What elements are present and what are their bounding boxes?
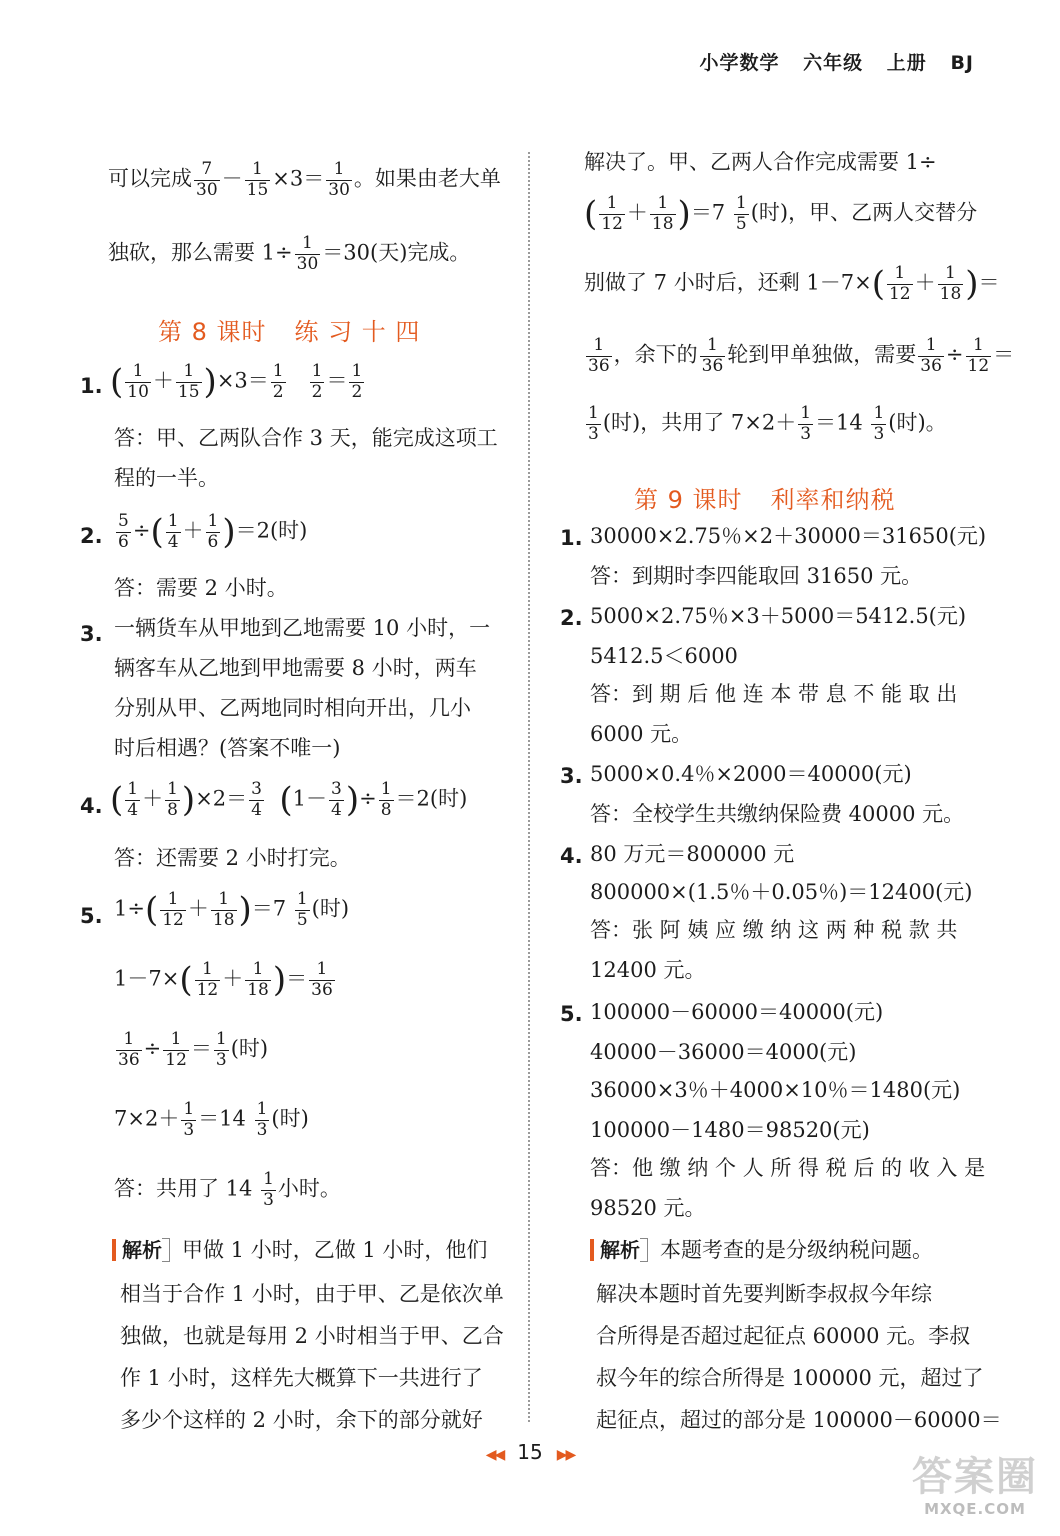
r-q5-line-5: 答：他 缴 纳 个 人 所 得 税 后 的 收 入 是	[590, 1156, 986, 1180]
question-number: 1.	[560, 526, 583, 550]
analysis-line-2: 相当于合作 1 小时，由于甲、乙是依次单	[120, 1282, 504, 1306]
right-cont-line-5: $\frac{1}{3}$ (时)，共用了 7×2＋ $\frac{1}{3}$ ＝14 $\frac{1}{3}$ (时)。	[588, 403, 947, 444]
right-cont-line-2: ( $\frac{1}{12}$ ＋ $\frac{1}{18}$ )＝7 $\frac{1}{5}$ (时)，甲、乙两人交替分	[584, 193, 978, 235]
question-number: 2.	[80, 524, 103, 548]
analysis-line-4: 作 1 小时，这样先大概算下一共进行了	[120, 1366, 483, 1390]
header-subject: 小学数学	[699, 52, 780, 74]
header-grade: 六年级	[803, 52, 864, 74]
r-analysis-line-1: 解析 本题考查的是分级纳税问题。	[590, 1236, 933, 1265]
r-q1-line-1: 30000×2.75％×2＋30000＝31650(元)	[590, 524, 987, 548]
r-analysis-line-5: 起征点，超过的部分是 100000－60000＝	[596, 1408, 1002, 1432]
analysis-line-5: 多少个这样的 2 小时，余下的部分就好	[120, 1408, 483, 1432]
q4-equation: ( $\frac{1}{4}$ ＋ $\frac{1}{8}$ )×2＝ $\frac{3}{4}$ (1－ $\frac{3}{4}$ )÷ $\frac{1}{8}$ ＝2(时)	[110, 779, 468, 821]
r-analysis-line-3: 合所得是否超过起征点 60000 元。李叔	[596, 1324, 971, 1348]
continued-line-1: 可以完成 $\frac{7}{30}$ － $\frac{1}{15}$ ×3＝ $\frac{1}{30}$ 。如果由老大单	[108, 159, 501, 200]
r-q1-line-2: 答：到期时李四能取回 31650 元。	[590, 564, 923, 588]
continued-line-2: 独砍，那么需要 1÷ $\frac{1}{30}$ ＝30(天)完成。	[108, 233, 471, 274]
r-q4-line-4: 12400 元。	[590, 958, 706, 982]
question-number: 5.	[80, 904, 103, 928]
r-q5-line-2: 40000－36000＝4000(元)	[590, 1040, 857, 1064]
r-q4-line-3: 答：张 阿 姨 应 缴 纳 这 两 种 税 款 共	[590, 918, 958, 942]
analysis-line-3: 独做，也就是每用 2 小时相当于甲、乙合	[120, 1324, 504, 1348]
r-analysis-line-4: 叔今年的综合所得是 100000 元，超过了	[596, 1366, 984, 1390]
q2-answer: 答：需要 2 小时。	[114, 576, 288, 600]
page-number: 15	[517, 1440, 543, 1464]
page-footer	[0, 1440, 1060, 1464]
q3-line-1: 一辆货车从甲地到乙地需要 10 小时，一	[114, 616, 491, 640]
q3-line-2: 辆客车从乙地到甲地需要 8 小时，两车	[114, 656, 477, 680]
question-number: 5.	[560, 1002, 583, 1026]
q1-equation: ( $\frac{1}{10}$ ＋ $\frac{1}{15}$ )×3＝ $\frac{1}{2}$ $\frac{1}{2}$ ＝ $\frac{1}{2}$	[110, 361, 363, 403]
next-page-icon[interactable]: ▶▶	[556, 1447, 575, 1463]
question-number: 3.	[80, 622, 103, 646]
q5-step-3: $\frac{1}{36}$ ÷ $\frac{1}{12}$ ＝ $\frac{1}{3}$ (时)	[118, 1029, 269, 1070]
r-q5-line-6: 98520 元。	[590, 1196, 706, 1220]
q1-answer-line-2: 程的一半。	[114, 466, 219, 490]
page-header	[684, 48, 974, 75]
q4-answer: 答：还需要 2 小时打完。	[114, 846, 351, 870]
header-edition: BJ	[950, 52, 974, 74]
section-title-lesson-8: 第 8 课时 练 习 十 四	[158, 318, 421, 346]
column-divider	[528, 152, 530, 1422]
q1-answer-line-1: 答：甲、乙两队合作 3 天，能完成这项工	[114, 426, 498, 450]
question-number: 1.	[80, 374, 103, 398]
question-number: 2.	[560, 606, 583, 630]
analysis-tag: 解析	[112, 1236, 168, 1264]
q2-equation: $\frac{5}{6}$ ÷( $\frac{1}{4}$ ＋ $\frac{1}{6}$ )＝2(时)	[118, 511, 308, 553]
r-q5-line-1: 100000－60000＝40000(元)	[590, 1000, 884, 1024]
section-title-lesson-9: 第 9 课时 利率和纳税	[634, 486, 896, 514]
analysis-line-1: 解析 甲做 1 小时，乙做 1 小时，他们	[112, 1236, 487, 1265]
right-cont-line-4: $\frac{1}{36}$ ，余下的 $\frac{1}{36}$ 轮到甲单独做，需要 $\frac{1}{36}$ ÷ $\frac{1}{12}$ ＝	[588, 335, 1015, 376]
r-q4-line-1: 80 万元＝800000 元	[590, 842, 795, 866]
r-q2-line-2: 5412.5＜6000	[590, 644, 738, 668]
r-q4-line-2: 800000×(1.5％＋0.05％)＝12400(元)	[590, 880, 973, 904]
right-cont-line-3: 别做了 7 小时后，还剩 1－7×( $\frac{1}{12}$ ＋ $\frac{1}{18}$ )＝	[584, 263, 1000, 305]
r-q2-line-1: 5000×2.75％×3＋5000＝5412.5(元)	[590, 604, 967, 628]
r-q2-line-4: 6000 元。	[590, 722, 693, 746]
q3-line-3: 分别从甲、乙两地同时相向开出，几小	[114, 696, 471, 720]
r-q5-line-4: 100000－1480＝98520(元)	[590, 1118, 870, 1142]
question-number: 4.	[560, 844, 583, 868]
q5-answer: 答：共用了 14 $\frac{1}{3}$ 小时。	[114, 1169, 341, 1210]
watermark-logo: 答案圈 MXQE.COM	[912, 1454, 1038, 1518]
r-q3-line-1: 5000×0.4％×2000＝40000(元)	[590, 762, 912, 786]
prev-page-icon[interactable]: ◀◀	[485, 1447, 504, 1463]
question-number: 4.	[80, 794, 103, 818]
right-cont-line-1: 解决了。甲、乙两人合作完成需要 1÷	[584, 150, 937, 174]
r-q3-line-2: 答：全校学生共缴纳保险费 40000 元。	[590, 802, 965, 826]
q5-step-1: 1÷( $\frac{1}{12}$ ＋ $\frac{1}{18}$ )＝7 $\frac{1}{5}$ (时)	[114, 889, 350, 931]
r-analysis-line-2: 解决本题时首先要判断李叔叔今年综	[596, 1282, 932, 1306]
q5-step-2: 1－7×( $\frac{1}{12}$ ＋ $\frac{1}{18}$ )＝ $\frac{1}{36}$	[114, 959, 333, 1001]
header-volume: 上册	[886, 52, 927, 74]
r-q5-line-3: 36000×3％＋4000×10％＝1480(元)	[590, 1078, 961, 1102]
q5-step-4: 7×2＋ $\frac{1}{3}$ ＝14 $\frac{1}{3}$ (时)	[114, 1099, 309, 1140]
analysis-tag: 解析	[590, 1236, 646, 1264]
question-number: 3.	[560, 764, 583, 788]
r-q2-line-3: 答：到 期 后 他 连 本 带 息 不 能 取 出	[590, 682, 958, 706]
q3-line-4: 时后相遇？(答案不唯一)	[114, 736, 341, 760]
